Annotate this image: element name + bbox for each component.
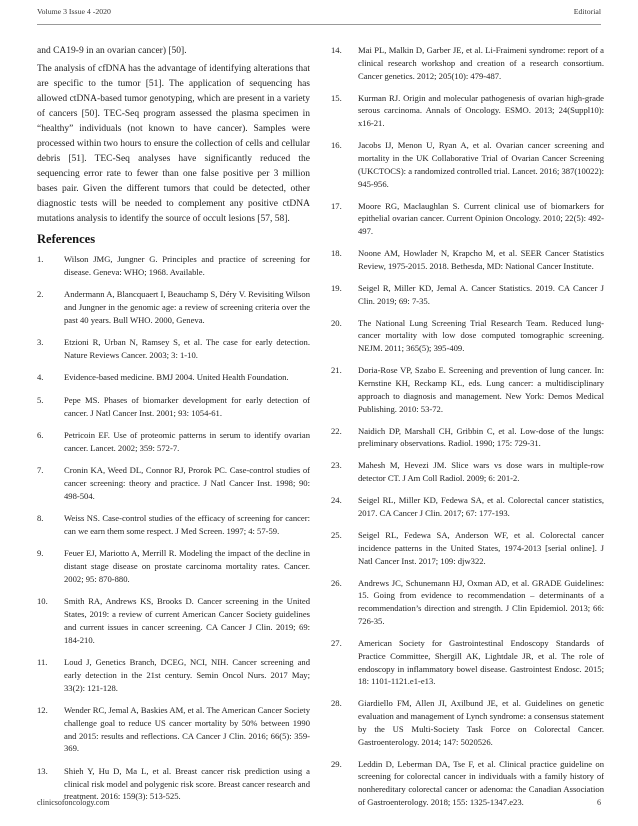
reference-item <box>37 288 310 326</box>
reference-item <box>331 529 604 567</box>
reference-text: Giardiello FM, Allen JI, Axilbund JE, et al. Guidelines on genetic evaluation and management of Lynch syndrome: a consensus statement by the US Multi-Society Task Force on Colorectal Cancer. Gastroenterology. 2014; 147: 5020526. <box>358 698 604 747</box>
reference-text: Leddin D, Leberman DA, Tse F, et al. Clinical practice guideline on screening for colorectal cancer in individuals with a family history of nonhereditary colorectal cancer or adenoma: the Canadian Association of Gastroenterology. 2018; 155: 1325-1347.e23. <box>358 758 604 808</box>
reference-number: 7. <box>37 465 44 476</box>
reference-number: 16. <box>331 140 342 151</box>
reference-number: 14. <box>331 45 342 55</box>
reference-number: 23. <box>331 460 342 471</box>
reference-text: Pepe MS. Phases of biomarker development for early detection of cancer. J Natl Cancer Inst. 2001; 93: 1054-61. <box>64 394 310 418</box>
reference-text: Smith RA, Andrews KS, Brooks D. Cancer screening in the United States, 2019: a review of current American Cancer Society guidelines and current issues in cancer screening. CA Cancer J Clin. 2019; 69: 184-210. <box>64 596 310 645</box>
reference-item <box>37 394 310 420</box>
references-heading: References <box>37 232 96 246</box>
reference-number: 25. <box>331 529 342 540</box>
reference-item <box>331 44 604 82</box>
left-column <box>37 44 310 813</box>
reference-item <box>331 494 604 520</box>
running-header <box>37 7 601 21</box>
reference-item <box>331 577 604 628</box>
reference-item <box>37 656 310 694</box>
reference-number: 18. <box>331 248 342 259</box>
reference-number: 1. <box>37 254 44 264</box>
running-footer <box>37 798 601 810</box>
reference-number: 4. <box>37 372 44 383</box>
reference-text: The National Lung Screening Trial Research Team. Reduced lung-cancer mortality with low dose computed tomographic screening. NEJM. 2011; 365(5); 395-409. <box>358 317 604 354</box>
reference-text: Loud J, Genetics Branch, DCEG, NCI, NIH. Cancer screening and early detection in the 21st century. Semin Oncol Nurs. 2017 May; 33(2): 121-128. <box>64 657 310 693</box>
reference-number: 27. <box>331 637 342 648</box>
reference-item <box>331 200 604 238</box>
reference-text: Andrews JC, Schunemann HJ, Oxman AD, et al. GRADE Guidelines: 15. Going from evidence to recommendation – determinants of a recommendation’s direction and strength. J Clin Epidemiol. 2013; 66: 726-35. <box>358 577 604 626</box>
reference-number: 15. <box>331 92 342 103</box>
reference-item <box>331 282 604 308</box>
reference-text: Moore RG, Maclaughlan S. Current clinical use of biomarkers for epithelial ovarian cancer. Current Opinion Oncology. 2010; 22(5): 492-497. <box>358 200 604 237</box>
journal-site-label: clinicsofoncology.com <box>37 798 110 807</box>
reference-number: 20. <box>331 317 342 328</box>
body-paragraph-cfdna: The analysis of cfDNA has the advantage of identifying alterations that are specific to the tumor [51]. The application of sequencing has allowed ctDNA-based tumor genotyping, which are present in a variety of cancers [50]. TEC-Seq program assessed the plasma specimen in “healthy” individuals (not known to have cancer). Samples were processed within two hours to ensure the collection of cells and cellular debris [51]. TEC-Seq analyses have significantly reduced the sequencing error rate to fewer than one false positive per 3 million bases pair. Given the different tumors that could be detected, other diagnostic tests will be needed to complement any positive ctDNA mutations analysis to identify the source of occult lesions [57, 58]. <box>37 64 310 224</box>
reference-number: 10. <box>37 596 48 607</box>
reference-text: Mahesh M, Hevezi JM. Slice wars vs dose wars in multiple-row detector CT. J Am Coll Radiol. 2009; 6: 201-2. <box>358 460 604 484</box>
reference-list-right <box>331 44 604 809</box>
reference-list-left <box>37 253 310 803</box>
reference-text: Mai PL, Malkin D, Garber JE, et al. Li-Fraimeni syndrome: report of a clinical research workshop and creation of a research consortium. Cancer genetics. 2012; 205(10): 479-487. <box>358 45 604 81</box>
reference-number: 17. <box>331 200 342 211</box>
reference-item <box>331 637 604 688</box>
reference-number: 5. <box>37 394 44 405</box>
reference-number: 9. <box>37 548 44 559</box>
reference-text: Jacobs IJ, Menon U, Ryan A, et al. Ovarian cancer screening and mortality in the UK Collaborative Trial of Ovarian Cancer Screening (UKCTOCS): a randomized controlled trial. Lancet. 2016; 387(10022): 945-956. <box>358 140 604 189</box>
reference-text: Naidich DP, Marshall CH, Gribbin C, et al. Low-dose of the lungs: preliminary observations. Radiol. 1990; 175: 729-31. <box>358 425 604 449</box>
reference-item <box>37 595 310 646</box>
reference-item <box>331 425 604 451</box>
reference-item <box>331 317 604 355</box>
reference-item <box>37 547 310 585</box>
reference-number: 6. <box>37 429 44 440</box>
reference-text: American Society for Gastrointestinal Endoscopy Standards of Practice Committee, Shergill AK, Lightdale JR, et al. The role of endoscopy in inflammatory bowel disease. Gastrointest Endosc. 2015; 18: 1101-1121.e1-e13. <box>358 637 604 687</box>
reference-text: Noone AM, Howlader N, Krapcho M, et al. SEER Cancer Statistics Review, 1975-2015. 2018. Bethesda, MD: National Cancer Institute. <box>358 248 604 271</box>
article-type-label: Editorial <box>573 7 601 16</box>
reference-text: Seigel RL, Fedewa SA, Anderson WF, et al. Colorectal cancer incidence patterns in the United States, 1974-2013 [serial online]. J Natl Cancer Inst. 2017; 109: djw322. <box>358 529 604 566</box>
reference-item <box>37 464 310 502</box>
reference-text: Petricoin EF. Use of proteomic patterns in serum to identify ovarian cancer. Lancet. 2002; 359: 572-7. <box>64 429 310 453</box>
reference-item <box>331 92 604 130</box>
reference-item <box>331 697 604 748</box>
reference-text: Kurman RJ. Origin and molecular pathogenesis of ovarian high-grade serous carcinoma. Annals of Oncology. ESMO. 2013; 24(Suppl10): x16-21. <box>358 92 604 129</box>
reference-item <box>331 459 604 485</box>
reference-number: 3. <box>37 337 44 348</box>
reference-text: Evidence-based medicine. BMJ 2004. United Health Foundation. <box>64 372 289 383</box>
reference-text: Feuer EJ, Mariotto A, Merrill R. Modeling the impact of the decline in distant stage disease on prostate carcinoma mortality rates. Cancer. 2002; 95: 870-880. <box>64 548 310 584</box>
volume-issue-label: Volume 3 Issue 4 -2020 <box>37 7 111 16</box>
reference-number: 8. <box>37 513 44 524</box>
reference-number: 11. <box>37 657 48 668</box>
reference-number: 19. <box>331 282 342 293</box>
reference-text: Seigel R, Miller KD, Jemal A. Cancer Statistics. 2019. CA Cancer J Clin. 2019; 69: 7-35. <box>358 282 604 306</box>
reference-item <box>37 704 310 755</box>
reference-item <box>331 139 604 190</box>
reference-number: 28. <box>331 698 342 709</box>
reference-number: 22. <box>331 425 342 436</box>
reference-text: Andermann A, Blancquaert I, Beauchamp S, Déry V. Revisiting Wilson and Jungner in the genomic age: a review of screening criteria over the past 40 years. Bull WHO. 2000, Geneva. <box>64 289 310 325</box>
reference-item <box>37 429 310 455</box>
body-paragraph-continued: and CA19-9 in an ovarian cancer) [50]. <box>37 46 187 56</box>
reference-item <box>37 336 310 362</box>
reference-text: Doria-Rose VP, Szabo E. Screening and prevention of lung cancer. In: Kernstine KH, Reckamp KL, eds. Lung cancer: a multidisciplinary approach to diagnosis and management. New York: Demos Medical Publishing. 2010: 53-72. <box>358 365 604 414</box>
reference-item <box>331 364 604 415</box>
reference-text: Wender RC, Jemal A, Baskies AM, et al. The American Cancer Society challenge goal to reduce US cancer mortality by 50% between 1990 and 2015: results and reflections. CA Cancer J Clin. 2016; 66(5): 359-369. <box>64 705 310 754</box>
reference-item <box>37 253 310 279</box>
header-divider <box>37 24 601 25</box>
reference-text: Wilson JMG, Jungner G. Principles and practice of screening for disease. Geneva: WHO; 1968. Available. <box>64 254 310 277</box>
reference-number: 24. <box>331 495 342 506</box>
reference-number: 26. <box>331 577 342 588</box>
reference-text: Etzioni R, Urban N, Ramsey S, et al. The case for early detection. Nature Reviews Cancer. 2003; 3: 1-10. <box>64 337 310 360</box>
reference-number: 13. <box>37 765 48 776</box>
reference-number: 2. <box>37 289 44 300</box>
reference-item <box>37 371 310 384</box>
reference-item <box>37 512 310 538</box>
reference-item <box>331 247 604 273</box>
reference-number: 29. <box>331 758 342 769</box>
reference-number: 12. <box>37 705 48 716</box>
reference-text: Seigel RL, Miller KD, Fedewa SA, et al. Colorectal cancer statistics, 2017. CA Cancer J Clin. 2017; 67: 177-193. <box>358 495 604 518</box>
reference-text: Cronin KA, Weed DL, Connor RJ, Prorok PC. Case-control studies of cancer screening: theory and practice. J Natl Cancer Inst. 1998; 90: 498-504. <box>64 465 310 501</box>
right-column <box>331 44 604 818</box>
reference-number: 21. <box>331 365 342 376</box>
reference-text: Shieh Y, Hu D, Ma L, et al. Breast cancer risk prediction using a clinical risk model and polygenic risk score. Breast cancer research and treatment. 2016: 159(3): 513-525. <box>64 765 311 802</box>
page-number: 6 <box>597 798 601 807</box>
reference-text: Weiss NS. Case-control studies of the efficacy of screening for cancer: can we earn them some respect. J Med Screen. 1997; 4: 57-59. <box>64 513 310 536</box>
